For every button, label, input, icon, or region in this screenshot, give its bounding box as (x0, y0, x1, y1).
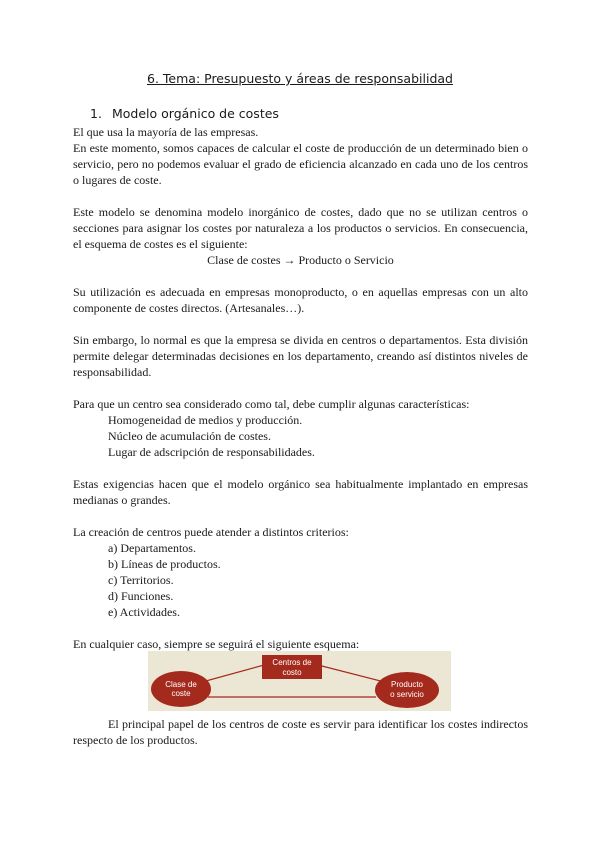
cost-formula: Clase de costes → Producto o Servicio (207, 253, 394, 267)
node-product-label-2: o servicio (390, 690, 424, 699)
paragraph-conclusion: El principal papel de los centros de coste es servir para identificar los costes indirectos respecto de los productos. (73, 717, 528, 747)
paragraph-scheme-intro: En cualquier caso, siempre se seguirá el siguiente esquema: (73, 637, 360, 651)
node-product-label-1: Producto (390, 680, 424, 689)
list-item: a) Departamentos. (108, 541, 196, 555)
list-item: Homogeneidad de medios y producción. (108, 413, 303, 427)
list-item: b) Líneas de productos. (108, 557, 221, 571)
node-cost-center-label-1: Centros de (272, 658, 312, 667)
list-item: d) Funciones. (108, 589, 174, 603)
section-heading-text: Modelo orgánico de costes (111, 106, 279, 121)
paragraph-intro: El que usa la mayoría de las empresas. (73, 125, 259, 139)
node-cost-class-label-2: coste (171, 689, 191, 698)
paragraph-usage: Su utilización es adecuada en empresas monoproducto, o en aquellas empresas con un alto componente de costes directos. (Artesanales…). (73, 285, 528, 315)
paragraph-inorganic-model: Este modelo se denomina modelo inorgánico de costes, dado que no se utilizan centros o secciones para asignar los costes por naturaleza a los productos o servicios. En consecuencia, el esquema de costes es el siguiente: (73, 205, 528, 251)
section-number: 1. (90, 106, 102, 121)
page-title: 6. Tema: Presupuesto y áreas de responsabilidad (147, 71, 453, 86)
section-heading (90, 106, 279, 121)
list-item: c) Territorios. (108, 573, 174, 587)
paragraph-characteristics-intro: Para que un centro sea considerado como tal, debe cumplir algunas características: (73, 397, 470, 411)
paragraph-calculation: En este momento, somos capaces de calcular el coste de producción de un determinado bien o servicio, pero no podemos evaluar el grado de eficiencia alcanzado en cada uno de los centros o lugares de coste. (73, 141, 528, 187)
list-item: Núcleo de acumulación de costes. (108, 429, 271, 443)
paragraph-criteria-intro: La creación de centros puede atender a distintos criterios: (73, 525, 349, 539)
diagram-svg (148, 651, 451, 711)
list-item: Lugar de adscripción de responsabilidades. (108, 445, 315, 459)
cost-center-diagram (148, 651, 451, 711)
paragraph-requirements: Estas exigencias hacen que el modelo orgánico sea habitualmente implantado en empresas medianas o grandes. (73, 477, 528, 507)
node-cost-class-label-1: Clase de (165, 680, 197, 689)
paragraph-departments: Sin embargo, lo normal es que la empresa se divida en centros o departamentos. Esta división permite delegar determinadas decisiones en los departamento, creando así distintos niveles de responsabilidad. (73, 333, 528, 379)
node-cost-center-label-2: costo (282, 668, 302, 677)
list-item: e) Actividades. (108, 605, 180, 619)
